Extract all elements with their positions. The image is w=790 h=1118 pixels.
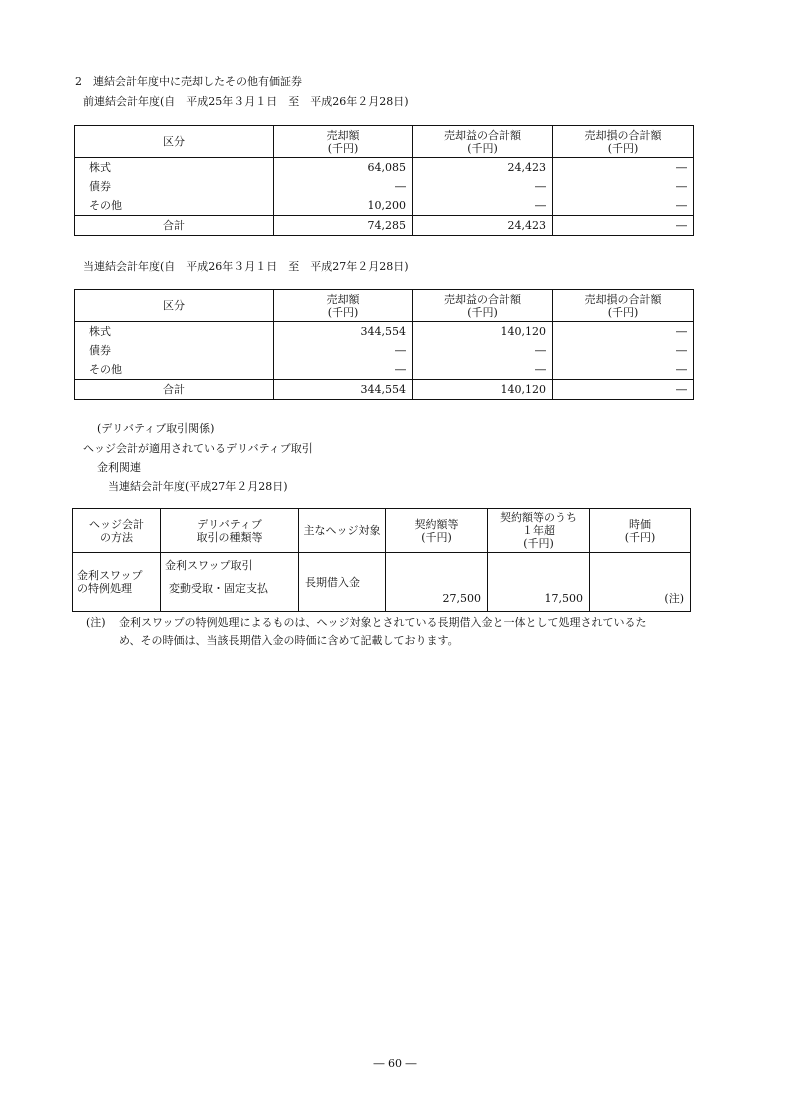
note-label: (注): [86, 616, 106, 629]
header-proceeds: 売却額 (千円): [274, 290, 413, 322]
header-losses: 売却損の合計額 (千円): [553, 290, 694, 322]
page-number: ― 60 ―: [373, 1057, 417, 1070]
header-losses: 売却損の合計額 (千円): [553, 126, 694, 158]
header-fair-value: 時価 (千円): [590, 509, 691, 553]
note-line-2: め、その時価は、当該長期借入金の時価に含めて記載しております。: [119, 634, 459, 647]
table-row: その他 10,200 ― ―: [75, 196, 694, 216]
header-gains: 売却益の合計額 (千円): [413, 290, 553, 322]
header-derivative-type: デリバティブ 取引の種類等: [161, 509, 299, 553]
header-proceeds: 売却額 (千円): [274, 126, 413, 158]
table-row: 株式 64,085 24,423 ―: [75, 158, 694, 178]
hedge-method-cell: 金利スワップ の特例処理: [73, 553, 161, 612]
section-heading: 2 連結会計年度中に売却したその他有価証券: [75, 75, 302, 88]
header-category: 区分: [75, 290, 274, 322]
total-row: 合計 344,554 140,120 ―: [75, 380, 694, 400]
header-hedged-item: 主なヘッジ対象: [299, 509, 386, 553]
hedge-heading: ヘッジ会計が適用されているデリバティブ取引: [83, 442, 313, 455]
table-row: 債券 ― ― ―: [75, 341, 694, 360]
table-row: その他 ― ― ―: [75, 360, 694, 380]
derivatives-period-label: 当連結会計年度(平成27年２月28日): [108, 480, 288, 493]
contract-amount-cell: 27,500: [386, 553, 488, 612]
note-line-1: 金利スワップの特例処理によるものは、ヘッジ対象とされている長期借入金と一体として処理されているた: [119, 616, 647, 629]
header-over-one-year: 契約額等のうち １年超 (千円): [488, 509, 590, 553]
table-row: 債券 ― ― ―: [75, 177, 694, 196]
header-gains: 売却益の合計額 (千円): [413, 126, 553, 158]
prev-period-label: 前連結会計年度(自 平成25年３月１日 至 平成26年２月28日): [83, 95, 409, 108]
header-category: 区分: [75, 126, 274, 158]
interest-related-label: 金利関連: [97, 461, 141, 474]
table-row: 株式 344,554 140,120 ―: [75, 322, 694, 342]
derivative-type-cell: 金利スワップ取引 変動受取・固定支払: [161, 553, 299, 612]
curr-period-label: 当連結会計年度(自 平成26年３月１日 至 平成27年２月28日): [83, 260, 409, 273]
fair-value-cell: (注): [590, 553, 691, 612]
derivatives-title: (デリバティブ取引関係): [97, 422, 215, 435]
hedged-item-cell: 長期借入金: [299, 553, 386, 612]
over-one-year-cell: 17,500: [488, 553, 590, 612]
table-row: [73, 553, 691, 612]
derivatives-table: [72, 508, 691, 612]
curr-sales-table: [74, 289, 694, 400]
header-hedge-method: ヘッジ会計 の方法: [73, 509, 161, 553]
header-contract-amount: 契約額等 (千円): [386, 509, 488, 553]
prev-sales-table: [74, 125, 694, 236]
total-row: 合計 74,285 24,423 ―: [75, 216, 694, 236]
